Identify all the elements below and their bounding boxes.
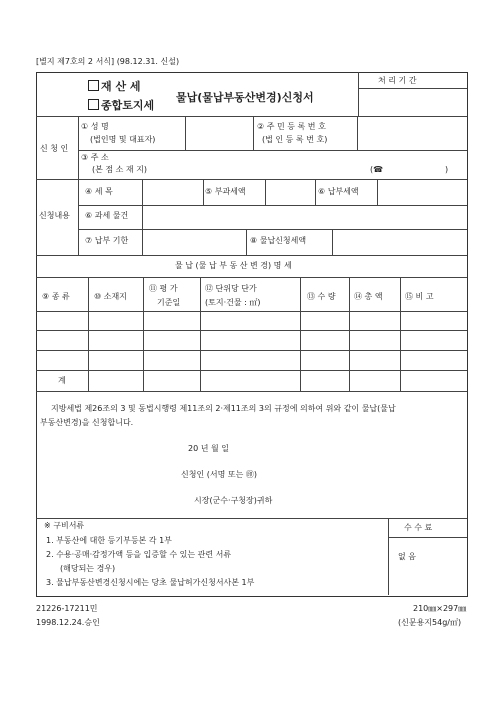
- form-title: 물납(물납부동산변경)신청서: [176, 91, 314, 104]
- col-note: ⑮ 비 고: [405, 292, 434, 301]
- col-location: ⑩ 소재지: [94, 292, 127, 301]
- payment-deadline-field[interactable]: [143, 230, 245, 254]
- required-docs-title: ※ 구비서류: [44, 521, 85, 530]
- total-row-label: 계: [58, 376, 66, 385]
- tax-type-land[interactable]: 종합토지세: [88, 99, 154, 111]
- tax-item-label: ④ 세 목: [85, 187, 113, 196]
- resident-number-field[interactable]: [358, 117, 466, 149]
- phone-close: ): [445, 165, 449, 174]
- fee-value: 없 음: [398, 552, 416, 561]
- statement-line-2: 부동산변경)을 신청합니다.: [40, 418, 134, 427]
- statement-line-1: 지방세법 제26조의 3 및 동법시행령 제11조의 2·제11조의 3의 규정에 의하여 위와 같이 물납(물납: [51, 404, 396, 413]
- signer-line[interactable]: 신청인 (서명 또는 ㊞): [181, 470, 257, 479]
- paper-size: 210㎜×297㎜: [413, 604, 467, 613]
- form-header-note: [별지 제7호의 2 서식] (98.12.31. 신설): [36, 57, 180, 66]
- payment-deadline-label: ⑦ 납부 기한: [85, 236, 129, 245]
- col-quantity: ⑬ 수 량: [307, 292, 336, 301]
- required-doc-2-note: (해당되는 경우): [60, 564, 116, 573]
- col-unit-price-sub: (토지·건물 : ㎡): [205, 298, 261, 307]
- checkbox-icon[interactable]: [88, 99, 99, 110]
- col-eval-date: ⑪ 평 가: [149, 284, 178, 293]
- address-field[interactable]: [186, 151, 356, 178]
- col-eval-date-sub: 기준일: [157, 298, 181, 307]
- approval-date: 1998.12.24.승인: [36, 618, 100, 627]
- name-field[interactable]: [186, 117, 252, 149]
- table-row[interactable]: [37, 351, 466, 369]
- taxable-object-field[interactable]: [143, 206, 466, 228]
- taxable-object-label: ⑥ 과세 물건: [85, 211, 129, 220]
- name-sub-label: (법인명 및 대표자): [90, 135, 156, 144]
- col-total: ⑭ 총 액: [354, 292, 383, 301]
- levied-amount-label: ⑤ 부과세액: [205, 187, 246, 196]
- tax-item-field[interactable]: [143, 180, 202, 204]
- date-line[interactable]: 20 년 월 일: [188, 444, 229, 453]
- required-doc-3: 3. 물납부동산변경신청시에는 당초 물납허가신청서사본 1부: [46, 578, 255, 587]
- col-kind: ⑨ 종 류: [42, 292, 70, 301]
- fee-label: 수 수 료: [404, 523, 433, 532]
- resident-number-label: ② 주 민 등 록 번 호: [257, 122, 326, 131]
- required-doc-2: 2. 수용·공매·감정가액 등을 입증할 수 있는 관련 서류: [46, 550, 232, 559]
- tax-type-property[interactable]: 재 산 세: [88, 80, 141, 92]
- name-label: ① 성 명: [81, 122, 109, 131]
- form-code: 21226-17211민: [36, 604, 98, 613]
- table-row[interactable]: [37, 312, 466, 329]
- detail-title: 물 납 (물 납 부 동 산 변 경) 명 세: [175, 261, 292, 270]
- payment-amount-field[interactable]: [378, 180, 466, 204]
- in-kind-amount-field[interactable]: [333, 230, 466, 254]
- resident-number-sub-label: (법 인 등 록 번 호): [262, 135, 328, 144]
- table-row[interactable]: [37, 331, 466, 349]
- in-kind-amount-label: ⑧ 물납신청세액: [250, 236, 307, 245]
- phone-open: (☎: [370, 165, 384, 174]
- content-section-label: 신청내용: [39, 211, 70, 220]
- required-doc-1: 1. 부동산에 대한 등기부등본 각 1부: [46, 536, 172, 545]
- col-unit-price: ⑫ 단위당 단가: [205, 284, 257, 293]
- processing-period-label: 처 리 기 간: [378, 76, 417, 85]
- applicant-section-label: 신 청 인: [40, 144, 69, 153]
- levied-amount-field[interactable]: [266, 180, 314, 204]
- address-sub-label: (본 점 소 재 지): [92, 165, 148, 174]
- paper-type: (신문용지54g/㎡): [398, 618, 462, 627]
- payment-amount-label: ⑥ 납부세액: [318, 187, 359, 196]
- checkbox-icon[interactable]: [88, 80, 99, 91]
- addressee: 시장(군수·구청장)귀하: [194, 496, 273, 505]
- address-label: ③ 주 소: [81, 153, 109, 162]
